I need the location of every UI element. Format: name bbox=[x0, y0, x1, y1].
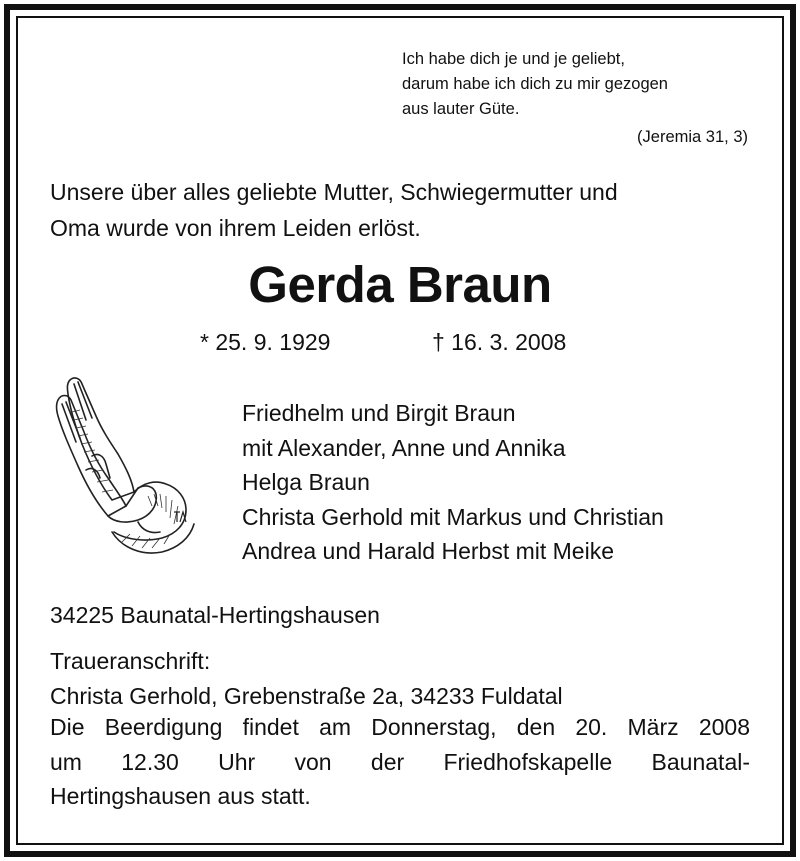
funeral-line: Die Beerdigung findet am Donnerstag, den 20. März 2008 bbox=[50, 714, 750, 740]
mourning-address bbox=[50, 644, 563, 713]
mourner-line: Helga Braun bbox=[242, 469, 370, 495]
funeral-notice bbox=[50, 710, 750, 814]
mourner-line: Friedhelm und Birgit Braun bbox=[242, 400, 516, 426]
verse-line: Ich habe dich je und je geliebt, bbox=[402, 50, 625, 68]
mourner-line: Andrea und Harald Herbst mit Meike bbox=[242, 538, 614, 564]
deceased-name: Gerda Braun bbox=[248, 256, 552, 313]
mourning-address-text: Christa Gerhold, Grebenstraße 2a, 34233 Fuldatal bbox=[50, 682, 563, 709]
verse-line: darum habe ich dich zu mir gezogen bbox=[402, 75, 668, 93]
funeral-line: Hertingshausen aus statt. bbox=[50, 783, 311, 809]
mourner-line: Christa Gerhold mit Markus und Christian bbox=[242, 503, 664, 530]
mourners-list bbox=[242, 396, 664, 569]
verse-reference: (Jeremia 31, 3) bbox=[637, 128, 748, 146]
verse-line: aus lauter Güte. bbox=[402, 100, 520, 118]
intro-text bbox=[50, 174, 618, 246]
praying-hands-icon bbox=[52, 372, 200, 562]
intro-line: Oma wurde von ihrem Leiden erlöst. bbox=[50, 215, 421, 241]
intro-line: Unsere über alles geliebte Mutter, Schwiegermutter und bbox=[50, 179, 618, 205]
mourning-address-label: Traueranschrift: bbox=[50, 648, 211, 674]
birth-date: * 25. 9. 1929 bbox=[200, 329, 331, 355]
death-date: † 16. 3. 2008 bbox=[432, 329, 567, 355]
place-line: 34225 Baunatal-Hertingshausen bbox=[50, 602, 380, 628]
funeral-line: um 12.30 Uhr von der Friedhofskapelle Baunatal- bbox=[50, 748, 750, 775]
bible-verse bbox=[402, 47, 668, 122]
mourner-line: mit Alexander, Anne und Annika bbox=[242, 434, 566, 461]
